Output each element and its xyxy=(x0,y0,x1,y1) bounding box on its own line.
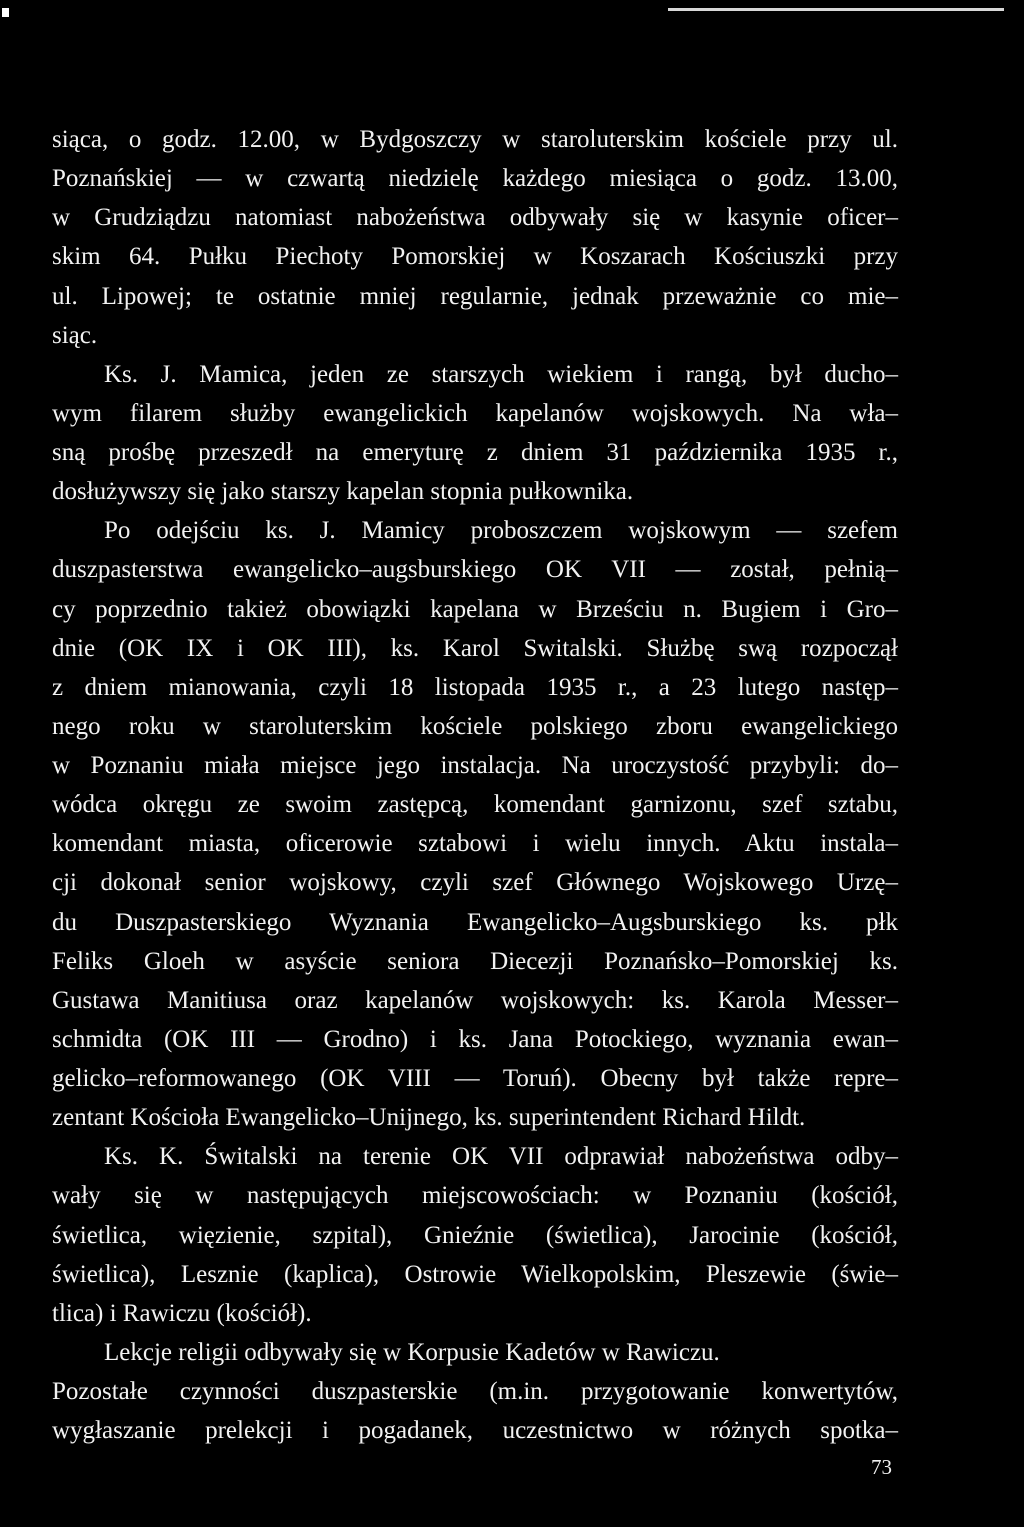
text-line: świetlica), Lesznie (kaplica), Ostrowie Wielkopolskim, Pleszewie (świe– xyxy=(52,1260,898,1288)
text-line: wym filarem służby ewangelickich kapelanów wojskowych. Na wła– xyxy=(52,399,898,427)
text-line: dosłużywszy się jako starszy kapelan stopnia pułkownika. xyxy=(52,478,634,506)
text-line: sną prośbę przeszedł na emeryturę z dniem 31 października 1935 r., xyxy=(52,439,898,466)
text-line: cji dokonał senior wojskowy, czyli szef Głównego Wojskowego Urzę– xyxy=(52,869,898,897)
text-line: zentant Kościoła Ewangelicko–Unijnego, ks. superintendent Richard Hildt. xyxy=(52,1104,806,1132)
text-line: Feliks Gloeh w asyście seniora Diecezji Poznańsko–Pomorskiej ks. xyxy=(52,947,898,975)
text-line: nego roku w staroluterskim kościele polskiego zboru ewangelickiego xyxy=(52,712,898,740)
text-line: Ks. J. Mamica, jeden ze starszych wiekiem i rangą, był ducho– xyxy=(104,360,898,388)
text-line: siąca, o godz. 12.00, w Bydgoszczy w staroluterskim kościele przy ul. xyxy=(52,126,898,153)
text-line: ul. Lipowej; te ostatnie mniej regularnie, jednak przeważnie co mie– xyxy=(52,282,898,310)
text-line: schmidta (OK III — Grodno) i ks. Jana Potockiego, wyznania ewan– xyxy=(52,1025,898,1053)
text-line: wygłaszanie prelekcji i pogadanek, uczestnictwo w różnych spotka– xyxy=(52,1417,898,1445)
text-line: w Grudziądzu natomiast nabożeństwa odbywały się w kasynie oficer– xyxy=(52,204,898,232)
text-line: wódca okręgu ze swoim zastępcą, komendant garnizonu, szef sztabu, xyxy=(52,791,898,819)
text-line: Lekcje religii odbywały się w Korpusie Kadetów w Rawiczu. xyxy=(104,1338,720,1366)
text-line: komendant miasta, oficerowie sztabowi i wielu innych. Aktu instala– xyxy=(52,830,898,858)
text-line: Ks. K. Świtalski na terenie OK VII odprawiał nabożeństwa odby– xyxy=(104,1143,898,1171)
text-line: z dniem mianowania, czyli 18 listopada 1935 r., a 23 lutego następ– xyxy=(52,673,898,701)
text-line: du Duszpasterskiego Wyznania Ewangelicko–Augsburskiego ks. płk xyxy=(52,908,898,936)
text-line: Gustawa Manitiusa oraz kapelanów wojskowych: ks. Karola Messer– xyxy=(52,986,898,1014)
text-line: siąc. xyxy=(52,321,98,349)
text-line: duszpasterstwa ewangelicko–augsburskiego OK VII — został, pełnią– xyxy=(52,556,898,584)
text-line: cy poprzednio takież obowiązki kapelana w Brześciu n. Bugiem i Gro– xyxy=(52,595,898,623)
text-line: skim 64. Pułku Piechoty Pomorskiej w Koszarach Kościuszki przy xyxy=(52,243,898,271)
text-line: gelicko–reformowanego (OK VIII — Toruń). Obecny był także repre– xyxy=(52,1065,898,1092)
text-line: tlica) i Rawiczu (kościół). xyxy=(52,1299,312,1327)
text-line: w Poznaniu miała miejsce jego instalacja. Na uroczystość przybyli: do– xyxy=(52,752,898,779)
text-line: Pozostałe czynności duszpasterskie (m.in. przygotowanie konwertytów, xyxy=(52,1378,898,1405)
scan-top-rule xyxy=(668,8,1004,11)
scan-corner-mark xyxy=(2,8,9,17)
page-number: 73 xyxy=(871,1455,892,1479)
text-line: dnie (OK IX i OK III), ks. Karol Switalski. Służbę swą rozpoczął xyxy=(52,634,898,662)
text-line: świetlica, więzienie, szpital), Gnieźnie (świetlica), Jarocinie (kościół, xyxy=(52,1221,898,1249)
text-line: Poznańskiej — w czwartą niedzielę każdego miesiąca o godz. 13.00, xyxy=(52,165,898,193)
text-line: Po odejściu ks. J. Mamicy proboszczem wojskowym — szefem xyxy=(104,517,898,545)
body-text xyxy=(52,120,898,1450)
text-line: wały się w następujących miejscowościach: w Poznaniu (kościół, xyxy=(52,1182,898,1210)
